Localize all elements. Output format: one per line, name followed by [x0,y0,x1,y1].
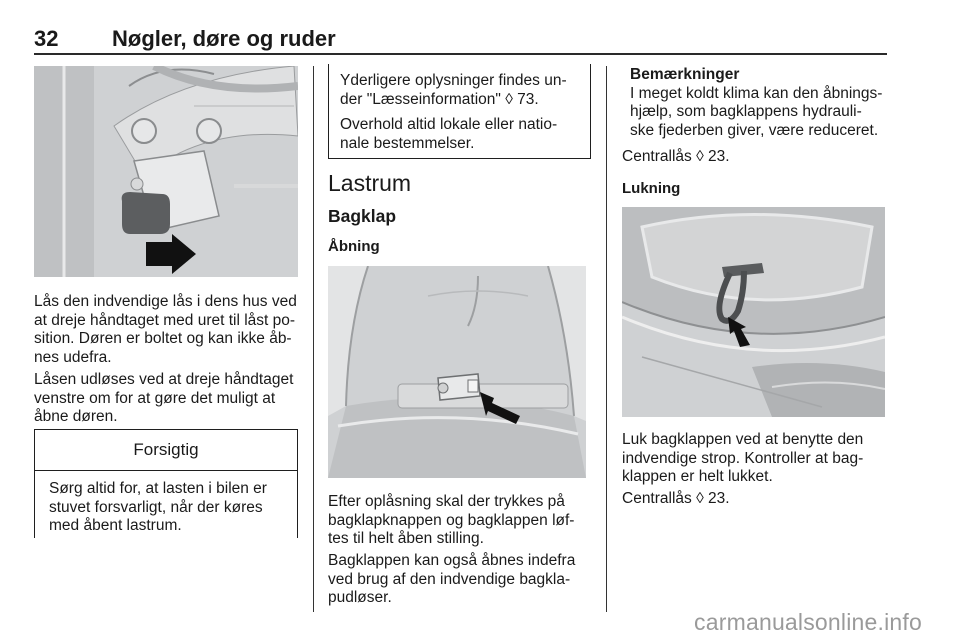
col1-paragraph-2 [34,371,302,427]
tailgate-opening-illustration [328,266,586,478]
col2-p2-line3: pudløser. [328,589,392,606]
info-line3: Overhold altid lokale eller natio- [340,116,558,133]
door-lock-svg [34,66,298,277]
page-title: Nøgler, døre og ruder [112,26,336,51]
col3-p1-line1: Luk bagklappen ved at benytte den [622,431,864,448]
col1-p2-line2: venstre om for at gøre det muligt at [34,389,276,407]
caution-line3: med åbent lastrum. [49,517,182,534]
tailgate-closing-svg [622,207,885,417]
info-line4: nale bestemmelser. [340,134,475,152]
col2-paragraph-1 [328,493,596,549]
reference-centrallaas-2: Centrallås ◊ 23. [622,490,730,507]
col1-p2-line3: åbne døren. [34,408,118,425]
col3-paragraph-1 [622,431,890,487]
col1-paragraph-1 [34,293,302,367]
col3-p1-line2: indvendige strop. Kontroller at bag- [622,449,864,467]
page-number: 32 [34,26,59,51]
info-line1: Yderligere oplysninger findes un- [340,72,567,89]
col1-p1-line2: at dreje håndtaget med uret til låst po- [34,311,296,329]
notes-block [630,66,892,140]
notes-line2: hjælp, som bagklappens hydrauli- [630,103,862,120]
info-box-body [329,64,590,161]
reference-centrallaas-1: Centrallås ◊ 23. [622,148,730,165]
section-heading-lastrum: Lastrum [328,170,412,196]
caution-line2: stuvet forsvarligt, når der køres [49,498,263,516]
col2-p2-line2: ved brug af den indvendige bagkla- [328,570,571,588]
caution-line1: Sørg altid for, at lasten i bilen er [49,480,267,497]
col2-p1-line3: tes til helt åben stilling. [328,530,484,547]
section-subheading-bagklap: Bagklap [328,206,397,226]
notes-line3: ske fjederben giver, være reduceret. [630,121,879,139]
tailgate-opening-svg [328,266,586,478]
info-box [328,64,591,159]
col2-p1-line1: Efter oplåsning skal der trykkes på [328,493,565,510]
notes-title: Bemærkninger [630,66,740,83]
watermark: carmanualsonline.info [694,609,922,635]
col1-p1-line1: Lås den indvendige lås i dens hus ved [34,293,297,310]
col1-p1-line3: sition. Døren er boltet og kan ikke åb- [34,330,292,347]
caution-box [34,429,298,538]
col1-p2-line1: Låsen udløses ved at dreje håndtaget [34,371,294,388]
col2-p2-line1: Bagklappen kan også åbnes indefra [328,552,576,569]
subheading-lukning: Lukning [622,180,681,197]
column-divider-1 [313,66,314,612]
subheading-aabning: Åbning [328,238,380,255]
col2-p1-line2: bagklapknappen og bagklappen løf- [328,511,575,529]
col2-paragraph-2 [328,552,596,608]
caution-title: Forsigtig [35,430,297,471]
info-line2: der "Læsseinformation" ◊ 73. [340,90,539,108]
col1-p1-line4: nes udefra. [34,348,112,366]
caution-body [35,471,297,545]
door-lock-illustration [34,66,298,277]
tailgate-closing-illustration [622,207,885,417]
col3-p1-line3: klappen er helt lukket. [622,468,773,485]
column-divider-2 [606,66,607,612]
header-rule [34,53,887,55]
notes-line1: I meget koldt klima kan den åbnings- [630,84,883,102]
